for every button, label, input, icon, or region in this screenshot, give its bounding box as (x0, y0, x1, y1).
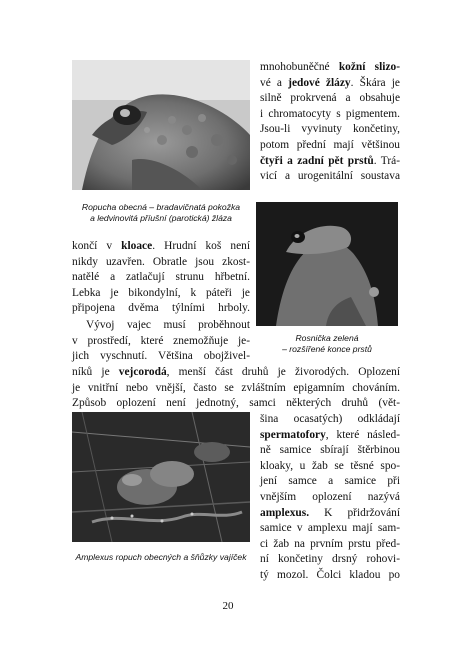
text-line (72, 365, 400, 381)
text-line (260, 60, 400, 76)
text-run: šina ocasatých) odkládají (260, 413, 400, 425)
toad-caption-line-1: Ropucha obecná – bradavičnatá pokožka (81, 202, 241, 212)
text-line (72, 349, 250, 365)
text-run: nikdy uzavřen. Obratle jsou zkost- (72, 255, 250, 268)
text-run: samice v amplexu mají sam- (260, 522, 400, 535)
text-line (72, 396, 400, 412)
text-run: i chromatocyty s pigmentem. (260, 107, 400, 120)
text-line (72, 270, 250, 286)
bold-term: kožní slizo- (338, 61, 400, 73)
tree-frog-photo (256, 202, 398, 326)
text-line (260, 412, 400, 428)
text-run: , menší část druhů je živorodých. Oplození (166, 366, 400, 378)
text-run: natělé a zatlačují strunu hřbetní. (72, 271, 250, 284)
text-run: je vnitřní nebo vnější, často se zvláštním epigamním chováním. (72, 381, 400, 394)
text-line (260, 169, 400, 185)
text-line (260, 521, 400, 537)
text-run: , které násled- (325, 428, 400, 441)
text-line (260, 474, 400, 490)
text-line (260, 154, 400, 170)
page-number: 20 (222, 600, 234, 612)
text-line (72, 239, 250, 255)
text-line (260, 552, 400, 568)
text-run: vicí a urogenitální soustava (260, 170, 400, 183)
text-run: jich vyschnutí. Většina obojživel- (72, 350, 250, 363)
text-run: tý mozol. Čolci kladou po (260, 568, 400, 581)
text-run: potom přední mají většinou (260, 138, 400, 151)
text-run: níků je (72, 366, 119, 378)
bold-term: spermatofory (260, 428, 326, 441)
text-run: v prostředí, které znemožňuje je- (72, 334, 250, 347)
tree-frog-caption-line-1: Rosnička zelená (295, 333, 359, 343)
toad-photo (72, 60, 250, 190)
text-run: Lebka je bikondylní, k páteři je (72, 286, 250, 299)
text-run: končí v (72, 240, 122, 252)
text-run: ně samice sbírají štěrbinou (260, 444, 400, 457)
amplexus-caption: Amplexus ropuch obecných a šňůzky vajíček (75, 552, 247, 562)
text-run: K přidržování (309, 506, 400, 519)
text-line (72, 334, 250, 350)
text-run: mnohobuněčné (260, 61, 339, 73)
text-run: . Hrudní koš není (152, 240, 250, 252)
text-line (260, 428, 400, 444)
bold-term: jedové žlázy (288, 76, 351, 89)
text-full-width (72, 365, 400, 412)
text-column-middle-left (72, 239, 250, 317)
text-run: Vývoj vajec musí proběhnout (86, 319, 250, 331)
bold-term: kloace (121, 240, 153, 252)
tree-frog-caption (256, 333, 398, 355)
text-column-bottom-right (260, 412, 400, 584)
text-line (72, 255, 250, 271)
bold-term: amplexus. (260, 506, 310, 519)
text-run: vé a (260, 76, 289, 89)
text-run: vnějším oplození nazývá (260, 490, 400, 503)
text-line (260, 76, 400, 92)
text-run: silně prokrvená a obsahuje (260, 92, 400, 105)
text-line (260, 568, 400, 584)
text-run: Způsob oplození není jednotný, samci některých druhů (vět- (72, 397, 400, 410)
text-line (260, 138, 400, 154)
toad-caption (60, 202, 262, 224)
bold-term: čtyři a zadní pět prstů (260, 154, 374, 167)
text-run: . Škára je (350, 76, 400, 89)
text-run: připojena dvěma týlními hrboly. (72, 302, 250, 315)
text-line (72, 381, 400, 397)
tree-frog-caption-line-2: – rozšířené konce prstů (282, 344, 372, 354)
text-line (72, 301, 250, 317)
text-run: ci žab na prvním prstu před- (260, 537, 400, 550)
text-line (260, 459, 400, 475)
toad-caption-line-2: a ledvinovitá příušní (parotická) žláza (90, 213, 232, 223)
bold-term: vejcorodá (118, 366, 167, 378)
text-run: jení samce a samice při (260, 475, 400, 488)
text-column-development (72, 318, 250, 365)
text-run: ní končetiny drsný rohovi- (260, 553, 400, 566)
amplexus-photo (72, 412, 250, 542)
text-line (72, 318, 250, 334)
text-run: Jsou-li vyvinuty končetiny, (260, 123, 400, 136)
text-line (260, 122, 400, 138)
text-run: kloaky, u žab se těsné spo- (260, 459, 400, 472)
text-line (260, 490, 400, 506)
text-line (260, 537, 400, 553)
text-line (260, 443, 400, 459)
text-line (260, 506, 400, 522)
text-line (260, 91, 400, 107)
text-column-top-right (260, 60, 400, 185)
text-run: . Trá- (373, 154, 400, 167)
text-line (72, 286, 250, 302)
text-line (260, 107, 400, 123)
